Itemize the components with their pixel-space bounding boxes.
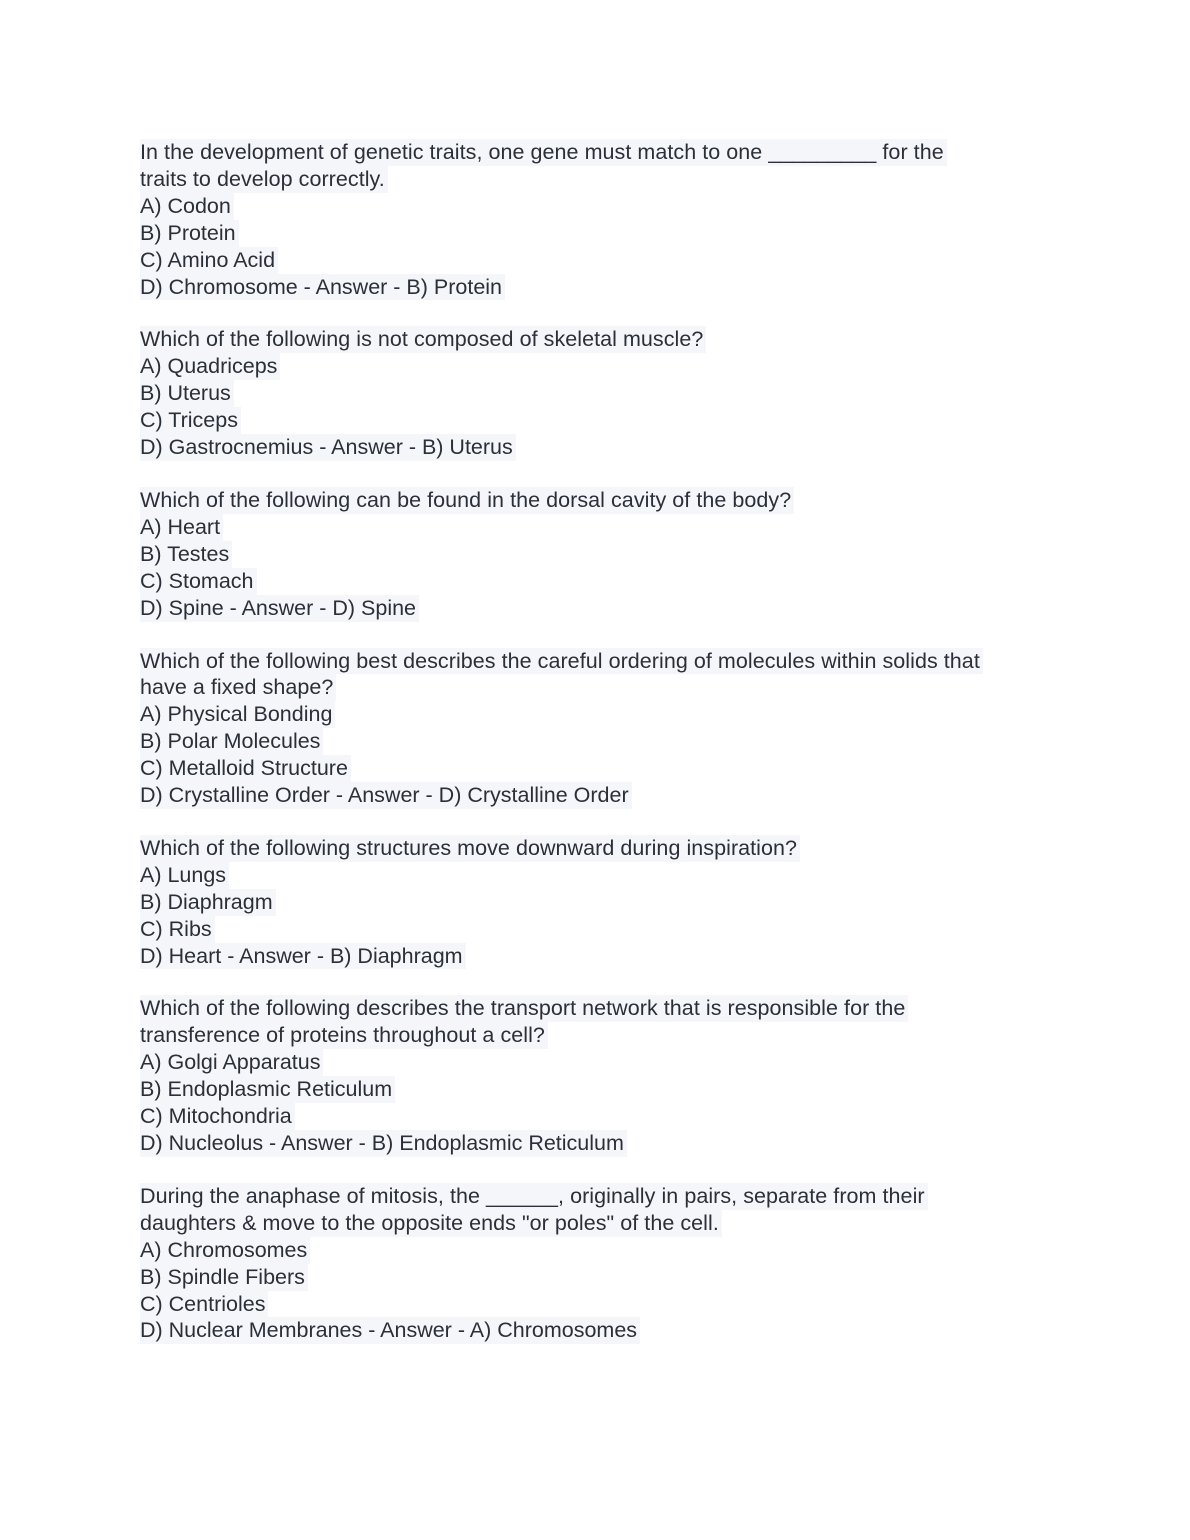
question-text: have a fixed shape? — [140, 674, 336, 701]
question-text: Which of the following structures move downward during inspiration? — [140, 835, 800, 862]
answer-option: B) Spindle Fibers — [140, 1264, 308, 1291]
answer-option-with-key: D) Nuclear Membranes - Answer - A) Chromosomes — [140, 1317, 640, 1344]
question-text: Which of the following best describes the careful ordering of molecules within solids that — [140, 648, 983, 675]
answer-option-with-key: D) Nucleolus - Answer - B) Endoplasmic Reticulum — [140, 1130, 627, 1157]
question-block — [140, 995, 1060, 1156]
question-block — [140, 648, 1060, 809]
answer-option: B) Endoplasmic Reticulum — [140, 1076, 395, 1103]
answer-option: B) Diaphragm — [140, 889, 276, 916]
question-block — [140, 326, 1060, 461]
question-text: During the anaphase of mitosis, the ______, originally in pairs, separate from their — [140, 1183, 928, 1210]
answer-option: C) Mitochondria — [140, 1103, 295, 1130]
answer-option: B) Protein — [140, 220, 239, 247]
answer-option-with-key: D) Gastrocnemius - Answer - B) Uterus — [140, 434, 516, 461]
answer-option: C) Ribs — [140, 916, 215, 943]
answer-option-with-key: D) Crystalline Order - Answer - D) Crystalline Order — [140, 782, 632, 809]
answer-option-with-key: D) Spine - Answer - D) Spine — [140, 595, 419, 622]
answer-option: C) Centrioles — [140, 1291, 268, 1318]
answer-option: A) Codon — [140, 193, 234, 220]
question-block — [140, 835, 1060, 970]
answer-option: B) Testes — [140, 541, 232, 568]
answer-option: A) Lungs — [140, 862, 229, 889]
question-block — [140, 139, 1060, 300]
answer-option: A) Chromosomes — [140, 1237, 310, 1264]
answer-option: A) Heart — [140, 514, 223, 541]
question-block — [140, 487, 1060, 622]
question-list — [140, 139, 1060, 1370]
question-text: Which of the following can be found in the dorsal cavity of the body? — [140, 487, 794, 514]
answer-option: A) Physical Bonding — [140, 701, 335, 728]
answer-option-with-key: D) Heart - Answer - B) Diaphragm — [140, 943, 466, 970]
question-text: Which of the following is not composed of skeletal muscle? — [140, 326, 706, 353]
question-text: In the development of genetic traits, one gene must match to one _________ for the — [140, 139, 947, 166]
question-text: traits to develop correctly. — [140, 166, 388, 193]
question-block — [140, 1183, 1060, 1344]
answer-option: C) Amino Acid — [140, 247, 278, 274]
answer-option: A) Golgi Apparatus — [140, 1049, 323, 1076]
question-text: daughters & move to the opposite ends "or poles" of the cell. — [140, 1210, 722, 1237]
question-text: Which of the following describes the transport network that is responsible for the — [140, 995, 908, 1022]
answer-option: C) Stomach — [140, 568, 257, 595]
answer-option: C) Triceps — [140, 407, 241, 434]
answer-option: A) Quadriceps — [140, 353, 280, 380]
question-text: transference of proteins throughout a cell? — [140, 1022, 548, 1049]
answer-option: B) Polar Molecules — [140, 728, 323, 755]
answer-option: C) Metalloid Structure — [140, 755, 351, 782]
answer-option-with-key: D) Chromosome - Answer - B) Protein — [140, 274, 505, 301]
answer-option: B) Uterus — [140, 380, 234, 407]
